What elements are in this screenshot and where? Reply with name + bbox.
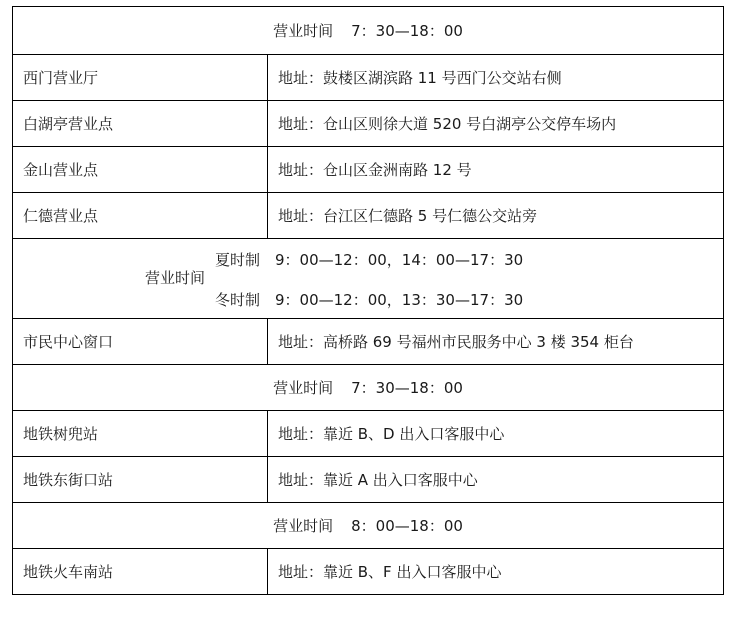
hours-row bbox=[13, 365, 724, 411]
table-row bbox=[13, 411, 724, 457]
hours-cell bbox=[13, 503, 724, 549]
location-address: 地址：台江区仁德路 5 号仁德公交站旁 bbox=[268, 193, 724, 239]
table-row bbox=[13, 101, 724, 147]
seasonal-hours-row bbox=[13, 239, 724, 319]
location-name: 市民中心窗口 bbox=[13, 319, 268, 365]
locations-table bbox=[12, 6, 724, 595]
summer-label: 夏时制 bbox=[215, 251, 261, 269]
table-row bbox=[13, 319, 724, 365]
location-name: 白湖亭营业点 bbox=[13, 101, 268, 147]
location-name: 西门营业厅 bbox=[13, 55, 268, 101]
hours-label: 营业时间 bbox=[273, 379, 334, 397]
table-row bbox=[13, 457, 724, 503]
location-name: 地铁东街口站 bbox=[13, 457, 268, 503]
table-row bbox=[13, 147, 724, 193]
location-address: 地址：靠近 A 出入口客服中心 bbox=[268, 457, 724, 503]
service-locations-document bbox=[12, 6, 723, 595]
winter-label: 冬时制 bbox=[215, 291, 261, 309]
location-address: 地址：鼓楼区湖滨路 11 号西门公交站右侧 bbox=[268, 55, 724, 101]
location-name: 地铁火车南站 bbox=[13, 549, 268, 595]
location-address: 地址：靠近 B、F 出入口客服中心 bbox=[268, 549, 724, 595]
location-address: 地址：高桥路 69 号福州市民服务中心 3 楼 354 柜台 bbox=[268, 319, 724, 365]
table-row bbox=[13, 193, 724, 239]
table-row bbox=[13, 549, 724, 595]
hours-label: 营业时间 bbox=[273, 22, 334, 40]
hours-label: 营业时间 bbox=[273, 517, 334, 535]
seasonal-hours-cell bbox=[13, 239, 724, 319]
hours-row bbox=[13, 503, 724, 549]
location-name: 地铁树兜站 bbox=[13, 411, 268, 457]
hours-cell bbox=[13, 365, 724, 411]
location-name: 仁德营业点 bbox=[13, 193, 268, 239]
location-address: 地址：仓山区金洲南路 12 号 bbox=[268, 147, 724, 193]
location-address: 地址：靠近 B、D 出入口客服中心 bbox=[268, 411, 724, 457]
table-row bbox=[13, 55, 724, 101]
location-address: 地址：仓山区则徐大道 520 号白湖亭公交停车场内 bbox=[268, 101, 724, 147]
hours-value: 8：00—18：00 bbox=[351, 517, 463, 535]
hours-value: 7：30—18：00 bbox=[351, 22, 463, 40]
summer-hours-value: 9：00—12：00，14：00—17：30 bbox=[275, 251, 524, 269]
hours-value: 7：30—18：00 bbox=[351, 379, 463, 397]
winter-hours-value: 9：00—12：00，13：30—17：30 bbox=[275, 291, 524, 309]
hours-label: 营业时间 bbox=[145, 269, 206, 287]
location-name: 金山营业点 bbox=[13, 147, 268, 193]
hours-cell bbox=[13, 7, 724, 55]
hours-row bbox=[13, 7, 724, 55]
